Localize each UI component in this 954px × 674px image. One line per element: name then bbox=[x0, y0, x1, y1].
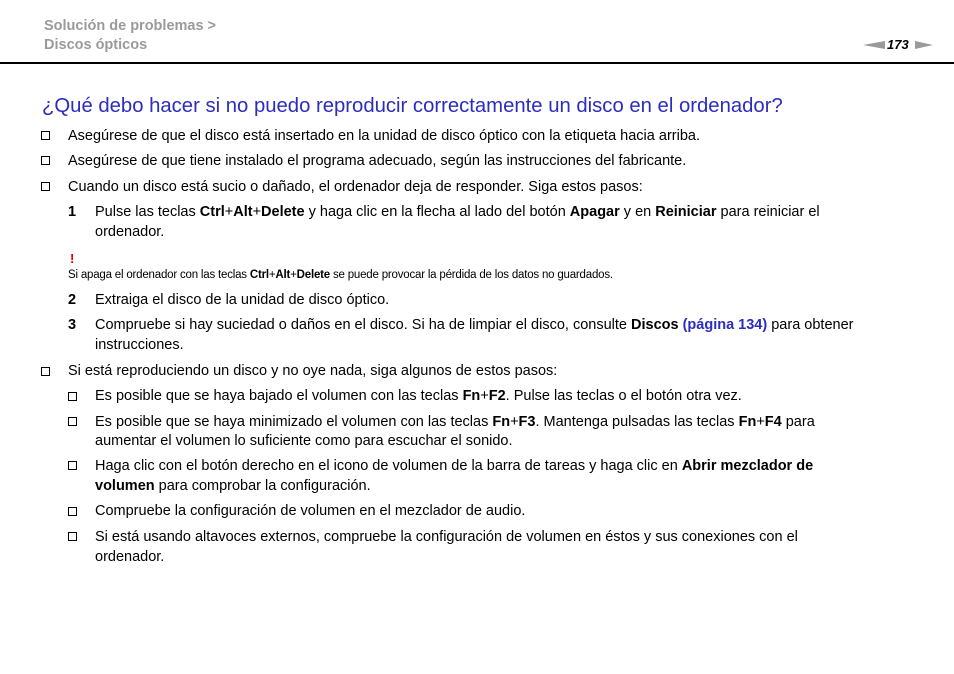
abrir-mezclador-label: Abrir mezclador de bbox=[681, 458, 814, 474]
step-text bbox=[95, 202, 820, 222]
key-ctrl: Ctrl bbox=[249, 269, 269, 281]
key-delete: Delete bbox=[261, 204, 305, 220]
step-text-continued: ordenador. bbox=[95, 224, 165, 240]
sub-bullet-checkbox-icon bbox=[68, 392, 77, 401]
sub-bullet-text bbox=[95, 412, 815, 432]
bullet-checkbox-icon bbox=[41, 182, 50, 191]
note-text-run: Si apaga el ordenador con las teclas bbox=[68, 269, 250, 281]
step-number: 1 bbox=[68, 204, 77, 220]
sub-bullet-text-continued bbox=[95, 476, 371, 496]
plus-sign: + bbox=[252, 204, 262, 220]
breadcrumb-section[interactable]: Solución de problemas > bbox=[44, 18, 217, 34]
plus-sign: + bbox=[224, 204, 234, 220]
note-text-run: se puede provocar la pérdida de los datos no guardados. bbox=[329, 269, 613, 281]
key-fn: Fn bbox=[492, 414, 511, 430]
sub-text-run: para bbox=[781, 414, 815, 430]
bullet-checkbox-icon bbox=[41, 156, 50, 165]
step-text-run: y en bbox=[619, 204, 656, 220]
key-alt: Alt bbox=[275, 269, 291, 281]
page-header bbox=[0, 0, 954, 64]
sub-bullet-checkbox-icon bbox=[68, 532, 77, 541]
sub-bullet-text: Si está usando altavoces externos, compruebe la configuración de volumen en éstos y sus conexiones con el bbox=[95, 529, 798, 545]
previous-page-arrow-icon[interactable] bbox=[863, 41, 885, 49]
plus-sign: + bbox=[510, 414, 519, 430]
warning-note bbox=[68, 267, 613, 283]
step-text-run: Pulse las teclas bbox=[95, 204, 200, 220]
sub-text-run: para comprobar la configuración. bbox=[154, 478, 371, 494]
sub-text-run: . Mantenga pulsadas las teclas bbox=[535, 414, 739, 430]
key-delete: Delete bbox=[296, 269, 330, 281]
apagar-label: Apagar bbox=[569, 204, 620, 220]
next-page-arrow-icon[interactable] bbox=[915, 41, 933, 49]
step-text-run: y haga clic en la flecha al lado del botón bbox=[304, 204, 570, 220]
plus-sign: + bbox=[290, 269, 297, 281]
sub-bullet-text bbox=[95, 386, 742, 406]
sub-text-run: . Pulse las teclas o el botón otra vez. bbox=[505, 388, 742, 404]
plus-sign: + bbox=[756, 414, 765, 430]
reiniciar-label: Reiniciar bbox=[655, 204, 717, 220]
header-divider bbox=[0, 62, 954, 64]
sub-bullet-text: Compruebe la configuración de volumen en el mezclador de audio. bbox=[95, 503, 526, 519]
page-link[interactable]: (página 134) bbox=[682, 317, 768, 333]
step-text-continued: instrucciones. bbox=[95, 337, 184, 353]
sub-bullet-text-continued: aumentar el volumen lo suficiente como para escuchar el sonido. bbox=[95, 433, 513, 449]
key-ctrl: Ctrl bbox=[199, 204, 225, 220]
bullet-checkbox-icon bbox=[41, 367, 50, 376]
bullet-text: Asegúrese de que el disco está insertado en la unidad de disco óptico con la etiqueta hacia arriba. bbox=[68, 128, 700, 144]
step-text-run: para obtener bbox=[767, 317, 854, 333]
key-f2: F2 bbox=[488, 388, 506, 404]
step-text bbox=[95, 315, 853, 335]
bullet-checkbox-icon bbox=[41, 131, 50, 140]
sub-bullet-text bbox=[95, 456, 813, 476]
sub-text-run: Es posible que se haya bajado el volumen con las teclas bbox=[95, 388, 463, 404]
discos-label: Discos bbox=[631, 317, 679, 333]
key-f3: F3 bbox=[518, 414, 536, 430]
page-number: 173 bbox=[887, 37, 909, 52]
breadcrumb bbox=[44, 17, 216, 55]
step-number: 3 bbox=[68, 317, 77, 333]
page-navigator bbox=[861, 37, 933, 53]
step-text-run: Compruebe si hay suciedad o daños en el disco. Si ha de limpiar el disco, consulte bbox=[95, 317, 631, 333]
key-fn: Fn bbox=[738, 414, 757, 430]
bullet-text: Asegúrese de que tiene instalado el programa adecuado, según las instrucciones del fabricante. bbox=[68, 153, 687, 169]
warning-icon: ! bbox=[70, 251, 75, 266]
sub-bullet-checkbox-icon bbox=[68, 507, 77, 516]
bullet-text: Cuando un disco está sucio o dañado, el ordenador deja de responder. Siga estos pasos: bbox=[68, 179, 643, 195]
step-number: 2 bbox=[68, 292, 77, 308]
sub-text-run: Haga clic con el botón derecho en el icono de volumen de la barra de tareas y haga clic en bbox=[95, 458, 682, 474]
key-alt: Alt bbox=[233, 204, 253, 220]
volumen-label: volumen bbox=[95, 478, 155, 494]
key-fn: Fn bbox=[462, 388, 481, 404]
breadcrumb-page[interactable]: Discos ópticos bbox=[44, 37, 148, 53]
sub-text-run: Es posible que se haya minimizado el volumen con las teclas bbox=[95, 414, 493, 430]
plus-sign: + bbox=[480, 388, 489, 404]
plus-sign: + bbox=[268, 269, 276, 281]
bullet-text: Si está reproduciendo un disco y no oye nada, siga algunos de estos pasos: bbox=[68, 363, 558, 379]
step-text: Extraiga el disco de la unidad de disco óptico. bbox=[95, 292, 390, 308]
sub-bullet-checkbox-icon bbox=[68, 417, 77, 426]
key-f4: F4 bbox=[764, 414, 782, 430]
sub-bullet-checkbox-icon bbox=[68, 461, 77, 470]
sub-bullet-text-continued: ordenador. bbox=[95, 549, 165, 565]
step-text-run: para reiniciar el bbox=[716, 204, 820, 220]
page-title: ¿Qué debo hacer si no puedo reproducir correctamente un disco en el ordenador? bbox=[42, 95, 783, 117]
